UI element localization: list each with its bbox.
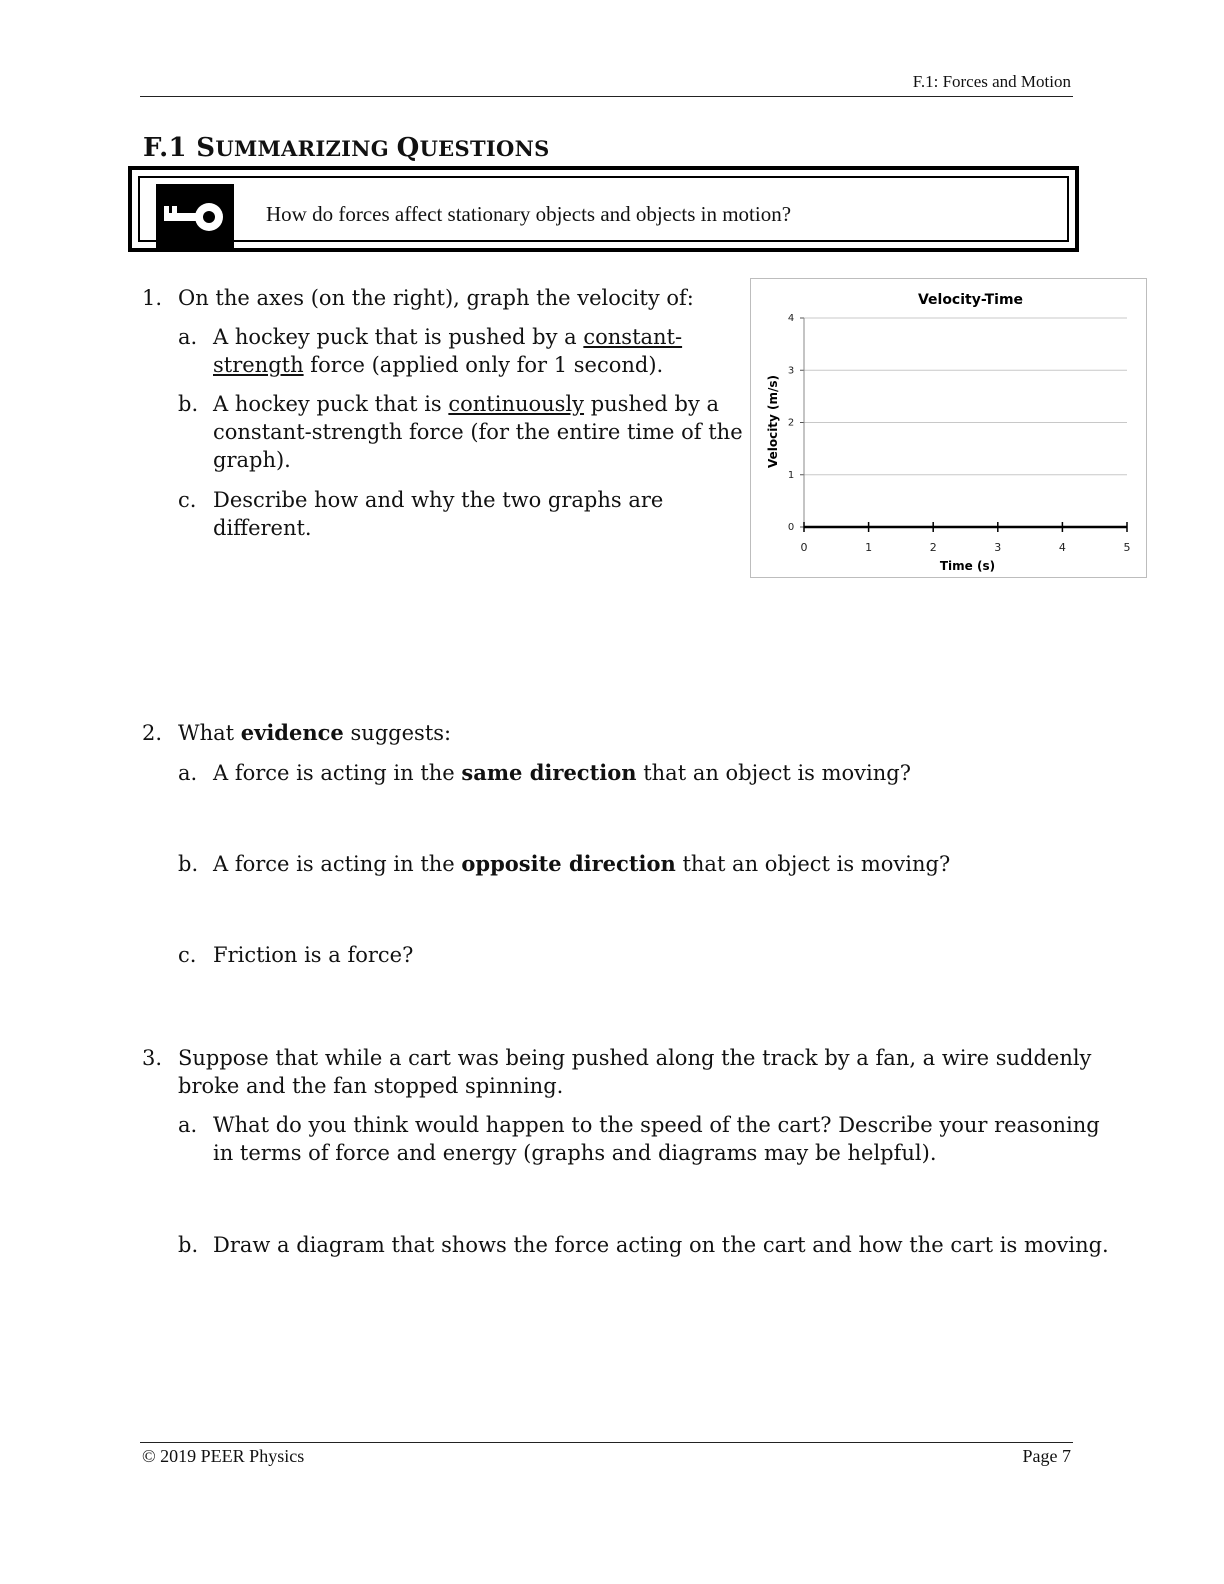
- y-tick-label: 0: [787, 522, 795, 533]
- q2-bold: evidence: [240, 720, 344, 745]
- y-tick-label: 2: [787, 417, 795, 429]
- q2a-post: that an object is moving?: [636, 761, 911, 785]
- header-rule: [140, 96, 1073, 97]
- q2c-text: Friction is a force?: [213, 943, 414, 967]
- footer-copyright: © 2019 PEER Physics: [142, 1446, 305, 1466]
- q2a-text: [213, 759, 911, 787]
- q1c-line1: Describe how and why the two graphs are: [213, 488, 664, 512]
- q2-number: 2.: [142, 721, 163, 745]
- chart-title: Velocity-Time: [917, 292, 1024, 308]
- q2c-letter: c.: [178, 943, 197, 967]
- q2b-text: [213, 850, 950, 878]
- q1-text: On the axes (on the right), graph the velocity of:: [178, 286, 694, 310]
- q3b-letter: b.: [178, 1233, 199, 1257]
- x-tick-label: 0: [800, 541, 808, 554]
- q3b-text: Draw a diagram that shows the force acting on the cart and how the cart is moving.: [213, 1233, 1109, 1257]
- x-tick-label: 4: [1058, 541, 1066, 554]
- key-icon: [156, 184, 234, 251]
- q2b-post: that an object is moving?: [675, 852, 951, 876]
- q3-number: 3.: [142, 1046, 163, 1070]
- q1a-letter: a.: [178, 325, 198, 349]
- q3a-line2: in terms of force and energy (graphs and diagrams may be helpful).: [213, 1141, 937, 1165]
- q1c-line2: different.: [213, 516, 312, 540]
- q1c-letter: c.: [178, 488, 197, 512]
- key-question-box: [128, 166, 1079, 252]
- running-header: F.1: Forces and Motion: [912, 72, 1071, 91]
- q1b-underline: continuously: [448, 392, 585, 416]
- q3a-line1: What do you think would happen to the speed of the cart? Describe your reasoning: [213, 1113, 1100, 1137]
- q2b-pre: A force is acting in the: [213, 852, 462, 876]
- q3a-letter: a.: [178, 1113, 198, 1137]
- q1a-text: [213, 323, 682, 351]
- q3-line2: broke and the fan stopped spinning.: [178, 1074, 564, 1098]
- q2b-letter: b.: [178, 852, 199, 876]
- y-tick-label: 3: [787, 365, 795, 377]
- q1-number: 1.: [142, 286, 163, 310]
- footer-rule: [140, 1442, 1073, 1443]
- title-end: UESTIONS: [419, 136, 550, 161]
- section-title: [143, 133, 550, 163]
- chart-svg: [751, 279, 1148, 579]
- key-question-text: How do forces affect stationary objects and objects in motion?: [266, 202, 792, 226]
- q2a-pre: A force is acting in the: [213, 761, 462, 785]
- title-rest: UMMARIZING: [215, 136, 397, 161]
- x-tick-label: 3: [994, 541, 1002, 554]
- q3-line1: Suppose that while a cart was being pushed along the track by a fan, a wire suddenly: [178, 1046, 1092, 1070]
- x-tick-label: 2: [929, 541, 937, 554]
- q2b-bold: opposite direction: [461, 851, 676, 876]
- x-axis-label: Time (s): [939, 559, 996, 573]
- q2a-bold: same direction: [461, 760, 637, 785]
- x-tick-label: 1: [865, 541, 873, 554]
- q1b-line3: graph).: [213, 448, 291, 472]
- q1b-pre: A hockey puck that is: [213, 392, 449, 416]
- title-prefix: F.1 S: [143, 133, 216, 163]
- q2-post: suggests:: [343, 721, 452, 745]
- x-tick-label: 5: [1123, 541, 1131, 554]
- title-q: Q: [396, 133, 420, 163]
- q1a-text-line2: [213, 351, 663, 379]
- q1a-post: force (applied only for 1 second).: [303, 353, 664, 377]
- y-tick-label: 4: [787, 313, 795, 324]
- y-axis-label: Velocity (m/s): [766, 374, 780, 469]
- y-tick-label: 1: [787, 469, 795, 481]
- q1a-pre: A hockey puck that is pushed by a: [213, 325, 584, 349]
- q2-text: [178, 719, 451, 747]
- q2a-letter: a.: [178, 761, 198, 785]
- key-question-inner-border: [138, 176, 1069, 242]
- q1b-post: pushed by a: [584, 392, 720, 416]
- q1b-line2: constant-strength force (for the entire time of the: [213, 420, 743, 444]
- footer-page-number: Page 7: [1022, 1446, 1071, 1466]
- q1b-letter: b.: [178, 392, 199, 416]
- q1a-underline2: strength: [213, 353, 304, 377]
- q2-pre: What: [178, 721, 241, 745]
- q1b-text: [213, 390, 719, 418]
- velocity-time-chart: [750, 278, 1147, 578]
- q1a-underline1: constant-: [583, 325, 683, 349]
